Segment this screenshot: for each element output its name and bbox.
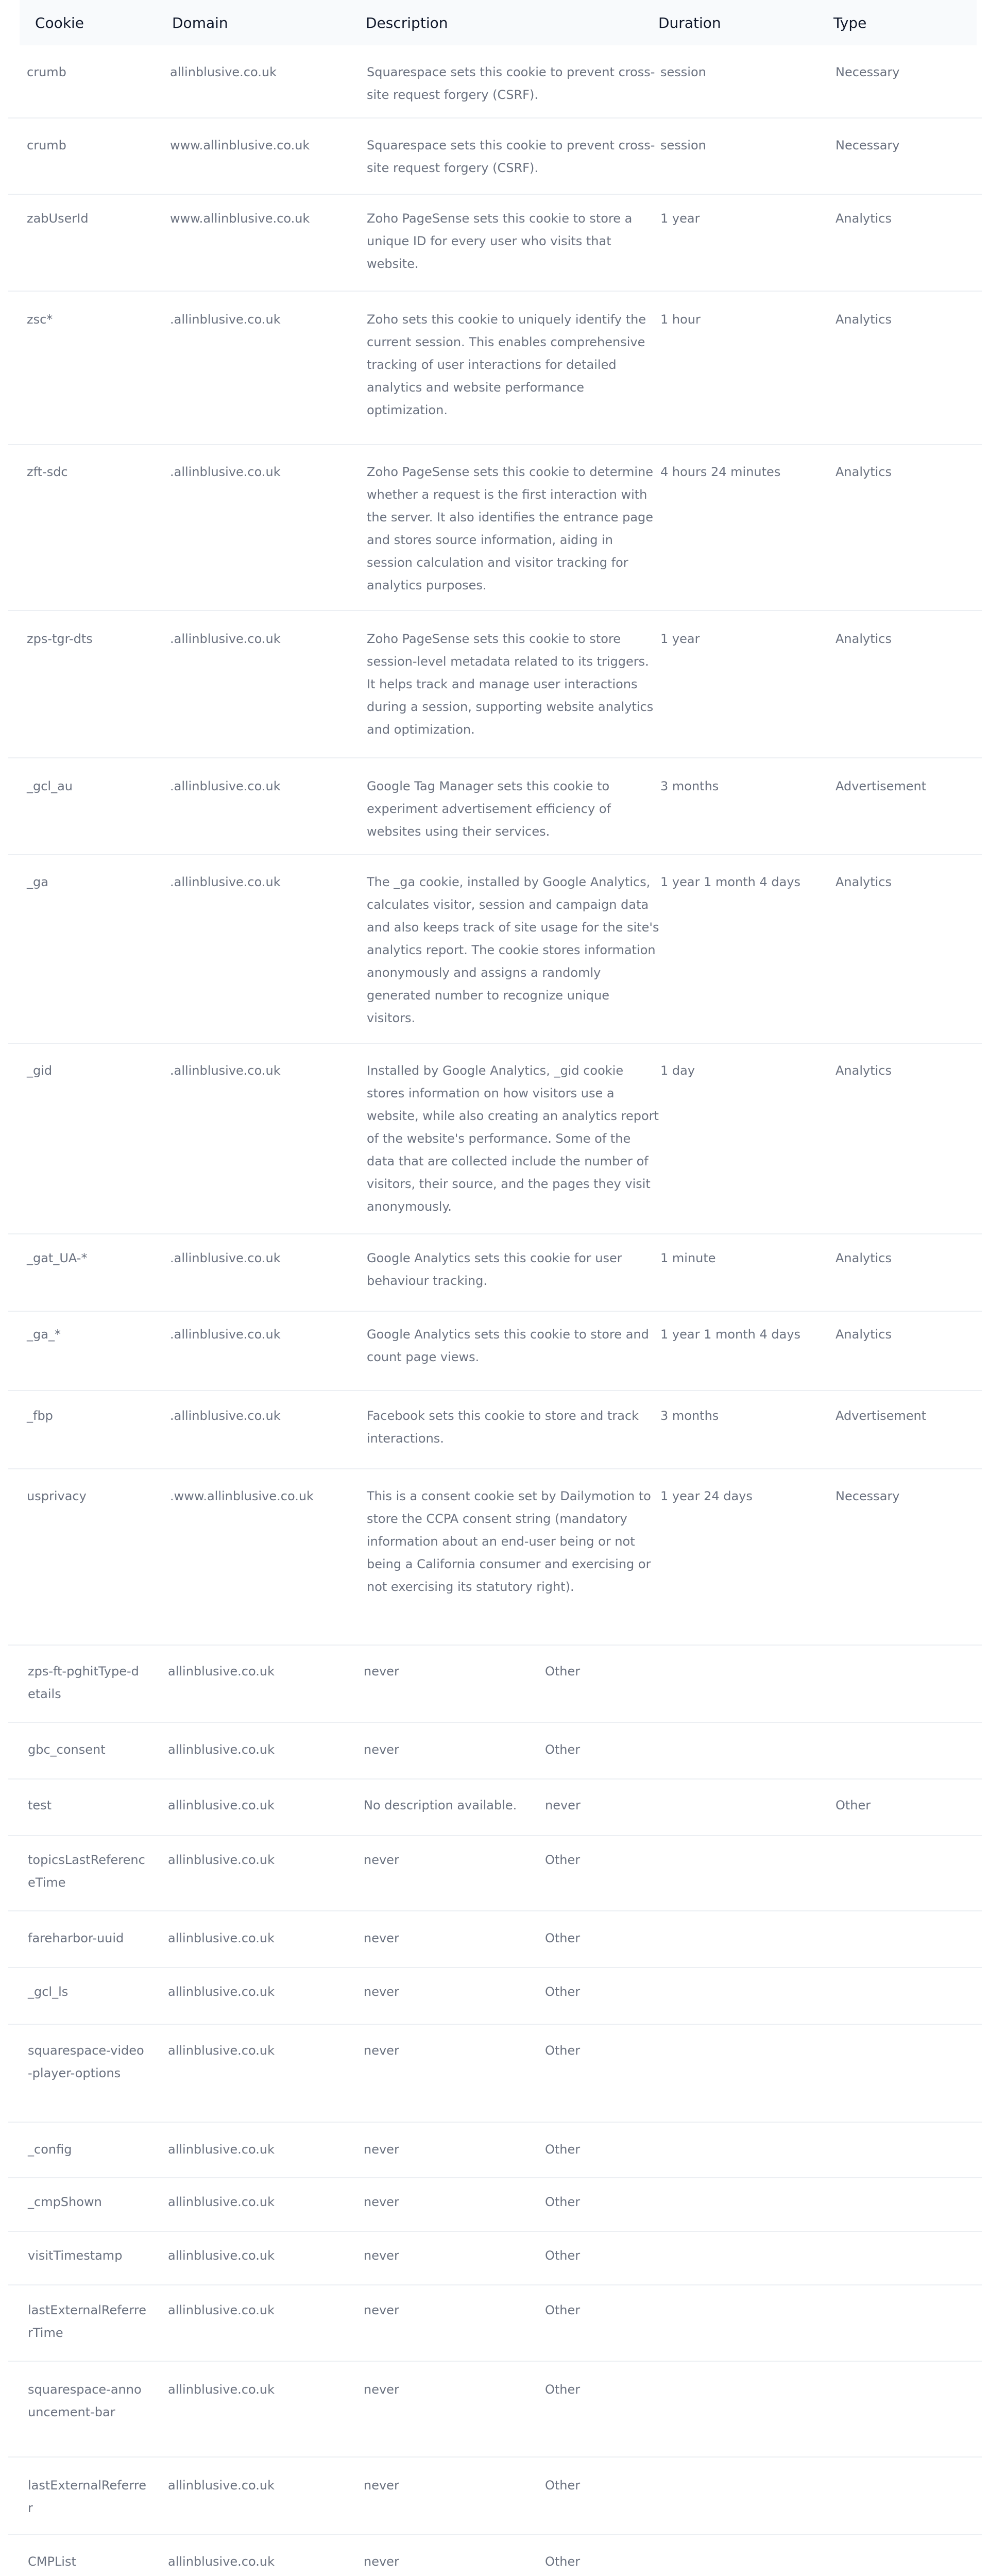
table-row — [8, 1911, 982, 1968]
cookie-name: _gcl_au — [27, 779, 73, 793]
cookie-name: _fbp — [27, 1409, 53, 1423]
cookie-duration: Other — [545, 1931, 581, 1945]
cookie-name: zps-tgr-dts — [27, 632, 93, 646]
header-cookie: Cookie — [35, 14, 84, 31]
cookie-type: Analytics — [835, 1327, 892, 1342]
cookie-duration: never — [545, 1798, 581, 1812]
cookie-name: _gid — [27, 1063, 53, 1078]
cookie-domain: .allinblusive.co.uk — [170, 1063, 281, 1078]
cookie-description: Google Tag Manager sets this cookie to experiment advertisement efficiency of websites using their services. — [367, 779, 611, 839]
cookie-duration: Other — [545, 1853, 581, 1867]
cookie-domain: allinblusive.co.uk — [168, 2043, 275, 2058]
cookie-type: Analytics — [835, 632, 892, 646]
cookie-duration: Other — [545, 1664, 581, 1679]
cookie-name: squarespace-video-player-options — [28, 2043, 144, 2080]
cookie-type: Advertisement — [835, 1409, 927, 1423]
cookie-description: never — [364, 1664, 399, 1679]
table-row — [8, 758, 982, 855]
cookie-description: never — [364, 2043, 399, 2058]
cookie-domain: .allinblusive.co.uk — [170, 1251, 281, 1265]
table-row — [8, 1780, 982, 1836]
cookie-name: _cmpShown — [28, 2195, 102, 2209]
cookie-domain: allinblusive.co.uk — [168, 1798, 275, 1812]
cookie-domain: allinblusive.co.uk — [168, 2195, 275, 2209]
table-row — [8, 292, 982, 445]
cookie-duration: Other — [545, 2142, 581, 2157]
cookie-type: Analytics — [835, 1063, 892, 1078]
cookie-description: This is a consent cookie set by Dailymotion to store the CCPA consent string (mandatory information about an end-user being or not being a California consumer and exercising or not exercising its statutory right). — [367, 1489, 651, 1594]
cookie-domain: allinblusive.co.uk — [168, 1742, 275, 1757]
cookie-duration: Other — [545, 2478, 581, 2493]
table-row — [8, 2535, 982, 2576]
table-row — [8, 1836, 982, 1911]
cookie-description: never — [364, 1853, 399, 1867]
cookie-type: Analytics — [835, 465, 892, 479]
cookie-domain: .allinblusive.co.uk — [170, 779, 281, 793]
cookie-domain: .allinblusive.co.uk — [170, 1409, 281, 1423]
table-row — [8, 45, 982, 118]
cookie-domain: allinblusive.co.uk — [168, 1664, 275, 1679]
cookie-description: never — [364, 2554, 399, 2569]
cookie-domain: allinblusive.co.uk — [168, 1931, 275, 1945]
cookie-domain: allinblusive.co.uk — [168, 2554, 275, 2569]
table-row — [8, 1723, 982, 1780]
cookie-duration: 1 year 1 month 4 days — [660, 875, 801, 889]
header-type: Type — [833, 14, 867, 31]
cookie-duration: Other — [545, 2554, 581, 2569]
cookie-description: Google Analytics sets this cookie to store and count page views. — [367, 1327, 649, 1364]
cookie-duration: Other — [545, 1742, 581, 1757]
cookie-name: crumb — [27, 138, 66, 152]
cookie-type: Analytics — [835, 875, 892, 889]
cookie-domain: allinblusive.co.uk — [168, 2478, 275, 2493]
cookie-description: never — [364, 2195, 399, 2209]
cookie-description: never — [364, 2382, 399, 2397]
cookie-duration: 1 year — [660, 632, 700, 646]
cookie-name: lastExternalReferrerTime — [28, 2303, 146, 2340]
cookie-type: Advertisement — [835, 779, 927, 793]
cookie-description: Google Analytics sets this cookie for user behaviour tracking. — [367, 1251, 622, 1288]
header-description: Description — [366, 14, 448, 31]
table-row — [8, 2232, 982, 2285]
cookie-domain: allinblusive.co.uk — [168, 2248, 275, 2263]
cookie-description: Zoho PageSense sets this cookie to store a unique ID for every user who visits that website. — [367, 211, 633, 271]
cookie-type: Other — [835, 1798, 871, 1812]
cookie-description: never — [364, 1742, 399, 1757]
cookie-name: usprivacy — [27, 1489, 87, 1503]
cookie-domain: allinblusive.co.uk — [168, 2142, 275, 2157]
table-row — [8, 1968, 982, 2025]
cookie-duration: Other — [545, 2248, 581, 2263]
cookie-duration: Other — [545, 2195, 581, 2209]
cookie-domain: allinblusive.co.uk — [168, 2303, 275, 2317]
table-row — [8, 1646, 982, 1723]
cookie-name: _gcl_ls — [28, 1985, 69, 1999]
cookie-description: never — [364, 1985, 399, 1999]
cookie-type: Analytics — [835, 312, 892, 327]
cookie-description: never — [364, 2303, 399, 2317]
cookie-duration: 4 hours 24 minutes — [660, 465, 781, 479]
table-row — [8, 2285, 982, 2362]
cookie-duration: 1 day — [660, 1063, 695, 1078]
cookie-domain: .www.allinblusive.co.uk — [170, 1489, 314, 1503]
cookie-name: zft-sdc — [27, 465, 68, 479]
cookie-domain: .allinblusive.co.uk — [170, 465, 281, 479]
cookie-duration: session — [660, 138, 706, 152]
cookie-duration: 1 year 24 days — [660, 1489, 753, 1503]
cookie-description: Zoho PageSense sets this cookie to determine whether a request is the first interaction with the server. It also identifies the entrance page and stores source information, aiding in session calculation and visitor tracking for analytics purposes. — [367, 465, 654, 592]
cookie-domain: .allinblusive.co.uk — [170, 875, 281, 889]
cookie-name: squarespace-announcement-bar — [28, 2382, 142, 2419]
cookie-name: CMPList — [28, 2554, 76, 2569]
cookie-description: Zoho sets this cookie to uniquely identify the current session. This enables comprehensive tracking of user interactions for detailed analytics and website performance optimization. — [367, 312, 646, 417]
table-row — [8, 1234, 982, 1312]
cookie-name: test — [28, 1798, 52, 1812]
cookie-type: Necessary — [835, 138, 900, 152]
header-duration: Duration — [658, 14, 721, 31]
cookie-duration: 1 year — [660, 211, 700, 226]
header-domain: Domain — [172, 14, 228, 31]
cookie-duration: 1 minute — [660, 1251, 716, 1265]
cookie-duration: Other — [545, 2043, 581, 2058]
cookie-description: never — [364, 2248, 399, 2263]
cookie-description: The _ga cookie, installed by Google Analytics, calculates visitor, session and campaign data and also keeps track of site usage for the site's analytics report. The cookie stores information anonymously and assigns a randomly generated number to recognize unique visitors. — [367, 875, 659, 1025]
cookie-name: visitTimestamp — [28, 2248, 123, 2263]
cookie-name: fareharbor-uuid — [28, 1931, 124, 1945]
cookie-name: crumb — [27, 65, 66, 79]
cookie-name: topicsLastReferenceTime — [28, 1853, 145, 1890]
cookie-description: never — [364, 2142, 399, 2157]
cookie-name: zsc* — [27, 312, 53, 327]
table-row — [8, 195, 982, 292]
table-row — [8, 1469, 982, 1646]
cookie-duration: Other — [545, 1985, 581, 1999]
cookie-type: Necessary — [835, 65, 900, 79]
cookie-duration: 1 hour — [660, 312, 701, 327]
cookie-name: _gat_UA-* — [27, 1251, 88, 1265]
cookie-description: Installed by Google Analytics, _gid cookie stores information on how visitors use a website, while also creating an analytics report of the website's performance. Some of the data that are collected include the number of visitors, their source, and the pages they visit anonymously. — [367, 1063, 659, 1214]
cookie-name: zabUserId — [27, 211, 89, 226]
table-row — [8, 855, 982, 1044]
cookie-duration: session — [660, 65, 706, 79]
cookie-domain: allinblusive.co.uk — [170, 65, 277, 79]
table-row — [8, 611, 982, 758]
cookie-name: _config — [28, 2142, 72, 2157]
cookie-description: never — [364, 2478, 399, 2493]
cookie-type: Necessary — [835, 1489, 900, 1503]
table-row — [8, 2025, 982, 2123]
table-row — [8, 1044, 982, 1234]
cookie-description: No description available. — [364, 1798, 517, 1812]
cookie-type: Analytics — [835, 211, 892, 226]
cookie-domain: www.allinblusive.co.uk — [170, 211, 310, 226]
cookie-name: _ga_* — [27, 1327, 61, 1342]
cookie-type: Analytics — [835, 1251, 892, 1265]
cookie-domain: .allinblusive.co.uk — [170, 632, 281, 646]
cookie-name: _ga — [27, 875, 48, 889]
cookie-duration: Other — [545, 2303, 581, 2317]
cookie-domain: allinblusive.co.uk — [168, 1853, 275, 1867]
cookie-name: lastExternalReferrer — [28, 2478, 146, 2515]
table-row — [8, 2458, 982, 2535]
table-row — [8, 2178, 982, 2232]
cookie-description: Zoho PageSense sets this cookie to store session-level metadata related to its triggers. It helps track and manage user interactions during a session, supporting website analytics and optimization. — [367, 632, 654, 737]
table-row — [8, 1391, 982, 1469]
table-row — [8, 118, 982, 195]
cookie-domain: .allinblusive.co.uk — [170, 1327, 281, 1342]
cookie-name: zps-ft-pghitType-details — [28, 1664, 139, 1701]
table-row — [8, 2123, 982, 2178]
cookie-duration: 3 months — [660, 1409, 719, 1423]
cookie-description: Facebook sets this cookie to store and track interactions. — [367, 1409, 639, 1446]
cookie-duration: Other — [545, 2382, 581, 2397]
cookie-duration: 3 months — [660, 779, 719, 793]
cookie-duration: 1 year 1 month 4 days — [660, 1327, 801, 1342]
cookie-domain: allinblusive.co.uk — [168, 1985, 275, 1999]
cookie-domain: .allinblusive.co.uk — [170, 312, 281, 327]
cookie-description: Squarespace sets this cookie to prevent cross-site request forgery (CSRF). — [367, 138, 655, 175]
table-header — [20, 0, 977, 45]
cookie-domain: www.allinblusive.co.uk — [170, 138, 310, 152]
cookie-description: Squarespace sets this cookie to prevent cross-site request forgery (CSRF). — [367, 65, 655, 102]
cookie-domain: allinblusive.co.uk — [168, 2382, 275, 2397]
table-row — [8, 445, 982, 611]
table-row — [8, 1312, 982, 1391]
cookie-description: never — [364, 1931, 399, 1945]
table-row — [8, 2362, 982, 2458]
cookie-name: gbc_consent — [28, 1742, 106, 1757]
